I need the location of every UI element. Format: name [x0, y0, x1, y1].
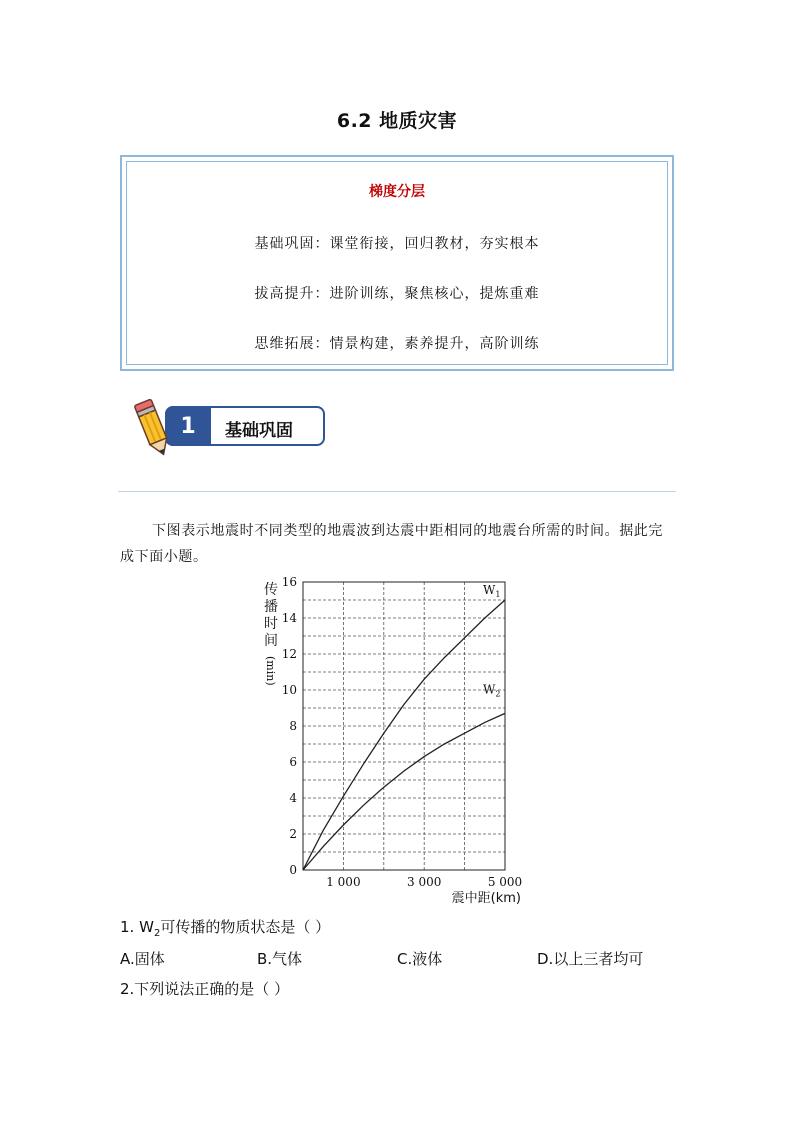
y-axis-label-char: 间: [264, 633, 278, 649]
seismic-wave-chart: [255, 572, 525, 912]
y-tick-label: 2: [289, 827, 297, 841]
section-divider: [118, 491, 676, 492]
y-tick-label: 14: [281, 611, 297, 625]
question-2: 2.下列说法正确的是（ ）: [120, 980, 290, 998]
option-d[interactable]: D.以上三者均可: [537, 950, 644, 968]
y-axis-label-char: 传: [264, 582, 278, 598]
series-label-w2: $W_2$: [483, 682, 501, 699]
y-tick-label: 16: [281, 575, 297, 589]
x-tick-label: 3 000: [407, 875, 442, 889]
tier-line-extension: 思维拓展：情景构建，素养提升，高阶训练: [254, 336, 540, 352]
x-axis-label: 震中距(km): [451, 891, 521, 906]
option-c[interactable]: C.液体: [397, 950, 443, 968]
x-tick-label: 1 000: [326, 875, 361, 889]
question-1-wave-symbol: W: [139, 918, 154, 936]
question-1-number: 1.: [120, 918, 140, 936]
series-label-w1: $W_1$: [483, 583, 501, 599]
option-a[interactable]: A.固体: [120, 950, 165, 968]
y-tick-label: 4: [289, 791, 297, 805]
y-tick-label: 12: [281, 647, 297, 661]
x-tick-label: 5 000: [487, 875, 523, 889]
tier-line-advanced: 拔高提升：进阶训练，聚焦核心，提炼重难: [254, 286, 540, 302]
y-tick-label: 0: [289, 863, 297, 877]
y-tick-label: 8: [289, 719, 297, 733]
pencil-icon: [130, 396, 178, 460]
series-line-w1: [303, 600, 505, 870]
y-tick-label: 6: [289, 755, 297, 769]
section-header: [130, 396, 330, 460]
series-line-w2: [303, 713, 505, 870]
tier-heading: 梯度分层: [369, 184, 425, 200]
chart-grid: [303, 582, 505, 870]
question-1-text: 可传播的物质状态是（ ）: [160, 918, 331, 936]
page-title: 6.2 地质灾害: [336, 110, 458, 132]
y-axis-label-char: 时: [264, 616, 278, 632]
option-b[interactable]: B.气体: [257, 950, 303, 968]
question-1-wave-subscript: 2: [153, 928, 161, 939]
section-number: 1: [165, 406, 211, 446]
chart-series: [303, 600, 505, 870]
question-intro: 下图表示地震时不同类型的地震波到达震中距相同的地震台所需的时间。据此完成下面小题。: [120, 523, 663, 565]
y-axis-label-char: 播: [264, 599, 278, 615]
section-label: 基础巩固: [225, 421, 293, 441]
y-axis-unit: (min): [264, 656, 277, 686]
question-1: [120, 916, 330, 939]
y-tick-label: 10: [281, 683, 297, 697]
tier-box: [120, 155, 674, 371]
tier-line-basic: 基础巩固：课堂衔接，回归教材，夯实根本: [254, 236, 540, 252]
